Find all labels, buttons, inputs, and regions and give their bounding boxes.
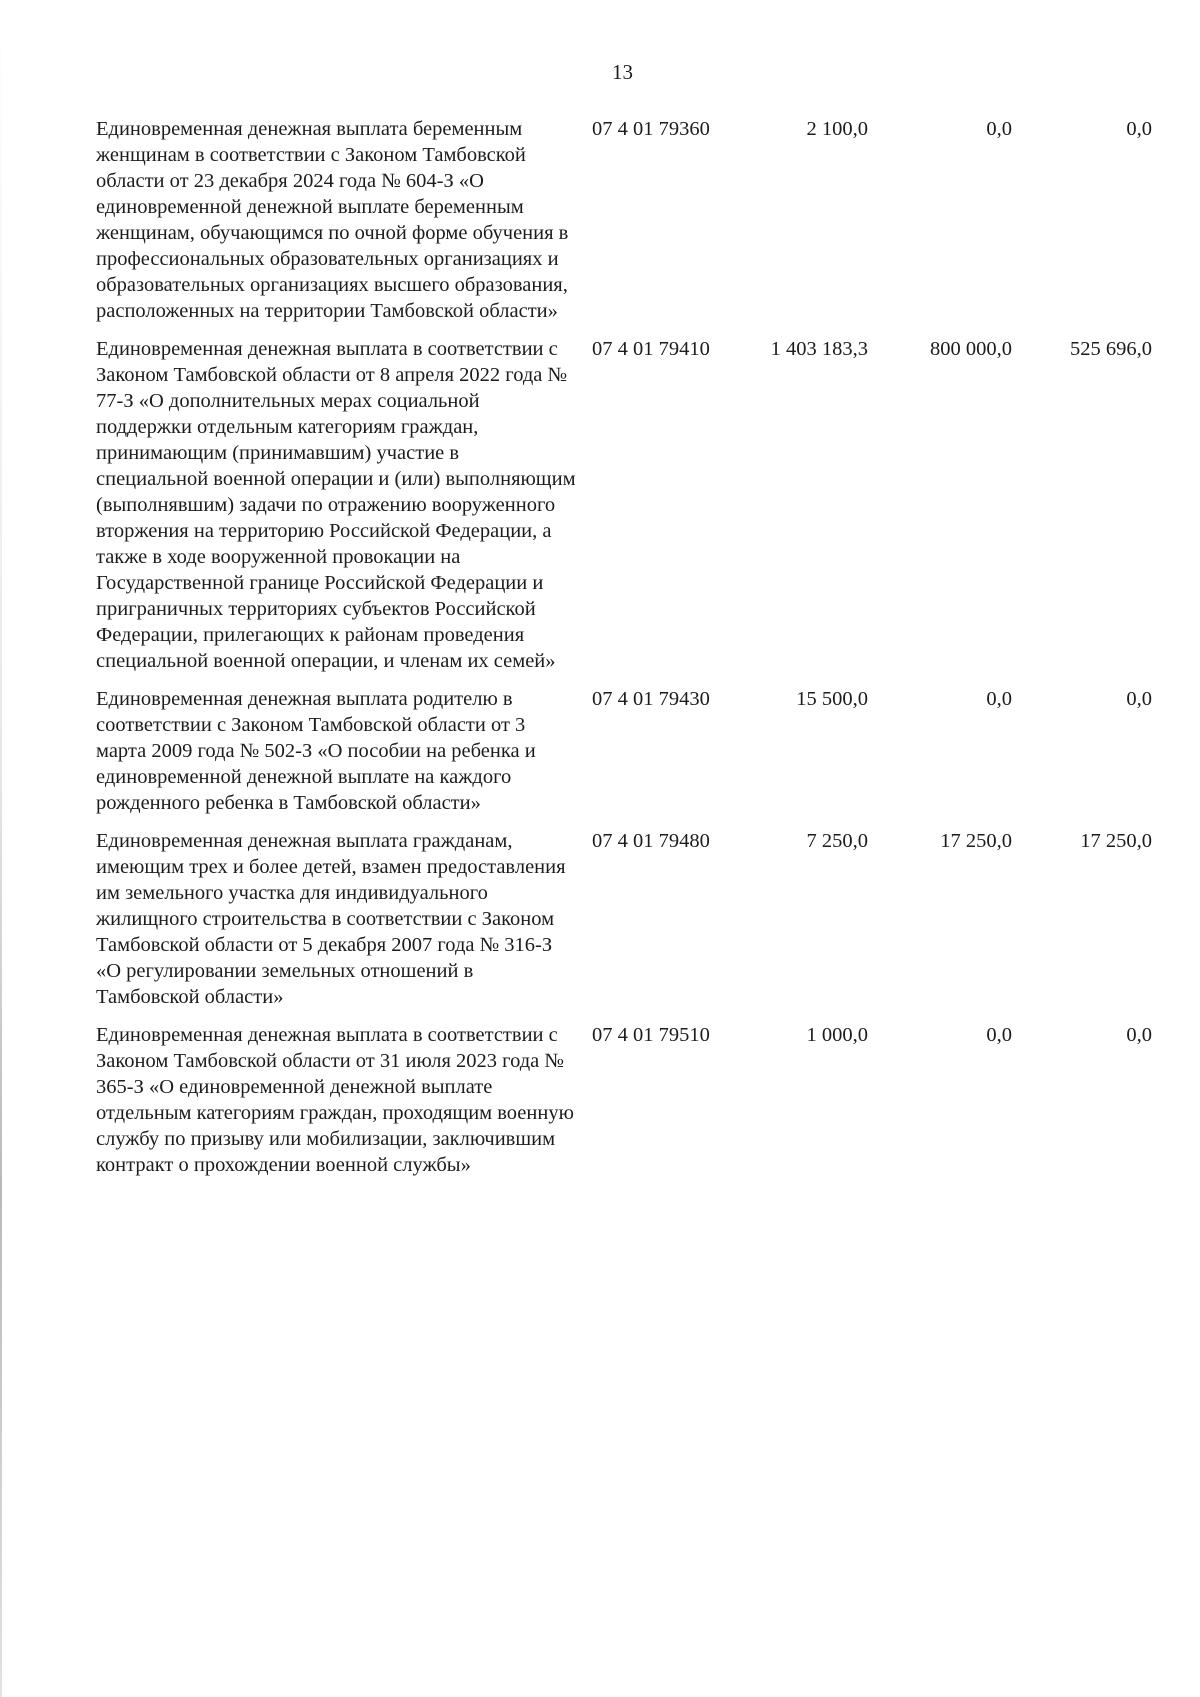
row-amount-2: 0,0 [986, 1024, 1012, 1046]
table-row [96, 336, 1166, 674]
row-code: 07 4 01 79480 [592, 830, 710, 852]
row-code: 07 4 01 79430 [592, 688, 710, 710]
row-amount-3: 0,0 [1126, 118, 1152, 140]
row-code: 07 4 01 79510 [592, 1024, 710, 1046]
row-amount-2: 0,0 [986, 688, 1012, 710]
page-number: 13 [612, 60, 633, 84]
row-description: Единовременная денежная выплата в соответствии с Законом Тамбовской области от 8 апреля 2022 года № 77-З «О дополнительных мерах социальной поддержки отдельным категориям граждан, принимающим (принимавшим) участие в специальной военной операции и (или) выполняющим (выполнявшим) задачи по отражению вооруженного вторжения на территорию Российской Федерации, а также в ходе вооруженной провокации на Государственной границе Российской Федерации и приграничных территориях субъектов Российской Федерации, прилегающих к районам проведения специальной военной операции, и членам их семей» [96, 338, 576, 672]
row-amount-2: 17 250,0 [940, 830, 1012, 852]
table-row [96, 116, 1166, 324]
row-code: 07 4 01 79410 [592, 338, 710, 360]
row-description: Единовременная денежная выплата гражданам, имеющим трех и более детей, взамен предоставления им земельного участка для индивидуального жилищного строительства в соответствии с Законом Тамбовской области от 5 декабря 2007 года № 316-З «О регулировании земельных отношений в Тамбовской области» [96, 830, 566, 1008]
row-amount-1: 1 000,0 [806, 1024, 868, 1046]
table-row [96, 686, 1166, 816]
scan-edge [0, 0, 2, 1697]
row-amount-1: 15 500,0 [796, 688, 868, 710]
row-description: Единовременная денежная выплата беременным женщинам в соответствии с Законом Тамбовской области от 23 декабря 2024 года № 604-З «О единовременной денежной выплате беременным женщинам, обучающимся по очной форме обучения в профессиональных образовательных организациях и образовательных организациях высшего образования, расположенных на территории Тамбовской области» [96, 118, 569, 322]
table-row [96, 1022, 1166, 1178]
row-amount-2: 800 000,0 [930, 338, 1012, 360]
row-amount-2: 0,0 [986, 118, 1012, 140]
row-amount-1: 7 250,0 [806, 830, 868, 852]
row-description: Единовременная денежная выплата в соответствии с Законом Тамбовской области от 31 июля 2023 года № 365-З «О единовременной денежной выплате отдельным категориям граждан, проходящим военную службу по призыву или мобилизации, заключившим контракт о прохождении военной службы» [96, 1024, 574, 1176]
row-amount-1: 1 403 183,3 [770, 338, 868, 360]
row-amount-3: 0,0 [1126, 1024, 1152, 1046]
row-amount-3: 17 250,0 [1080, 830, 1152, 852]
row-amount-3: 0,0 [1126, 688, 1152, 710]
row-amount-1: 2 100,0 [806, 118, 868, 140]
row-amount-3: 525 696,0 [1070, 338, 1152, 360]
row-code: 07 4 01 79360 [592, 118, 710, 140]
table-row [96, 828, 1166, 1010]
budget-table [96, 116, 1166, 1190]
row-description: Единовременная денежная выплата родителю в соответствии с Законом Тамбовской области от 3 марта 2009 года № 502-З «О пособии на ребенка и единовременной денежной выплате на каждого рожденного ребенка в Тамбовской области» [96, 688, 536, 814]
